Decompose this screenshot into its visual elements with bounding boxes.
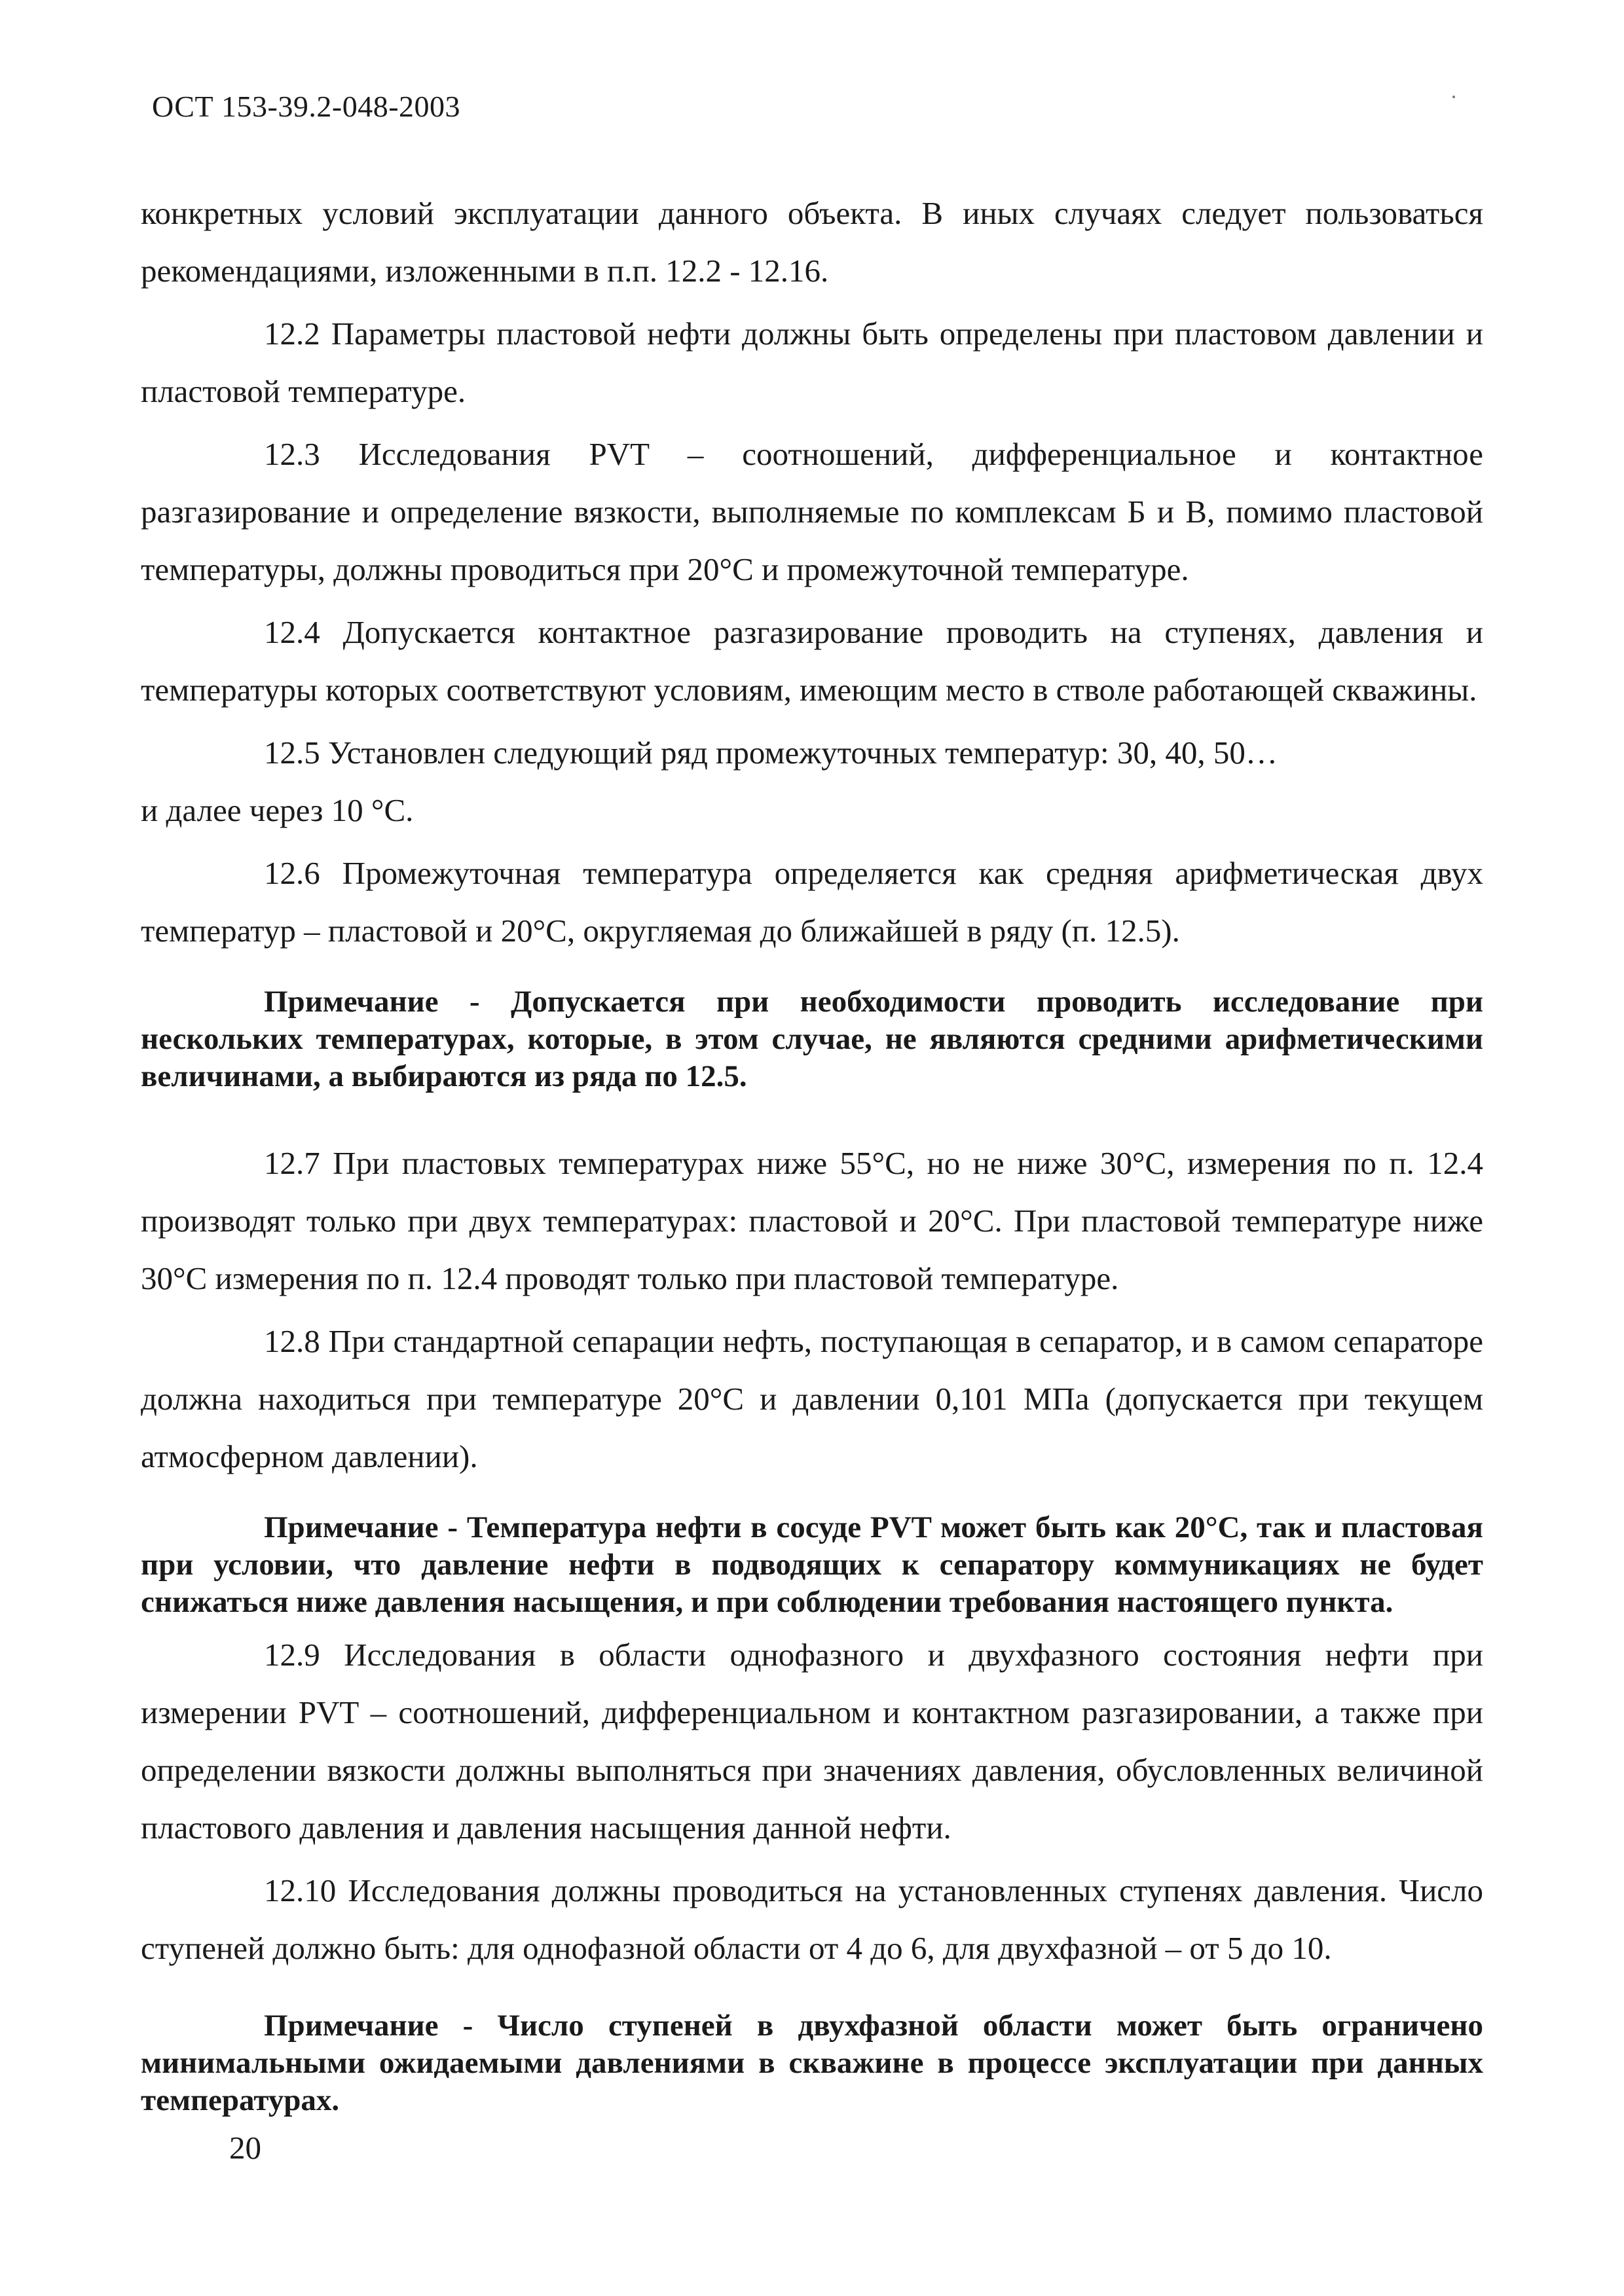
paragraph-12-8: 12.8 При стандартной сепарации нефть, поступающая в сепаратор, и в самом сепараторе должна находиться при температуре 20°С и давлении 0,101 МПа (допускается при текущем атмосферном давлении). xyxy=(141,1323,1483,1474)
paragraph-12-5-line-1: 12.5 Установлен следующий ряд промежуточных температур: 30, 40, 50… xyxy=(264,735,1278,771)
paragraph-12-7: 12.7 При пластовых температурах ниже 55°С, но не ниже 30°С, измерения по п. 12.4 производят только при двух температурах: пластовой и 20°С. При пластовой температуре ниже 30°С измерения по п. 12.4 проводят только при пластовой температуре. xyxy=(141,1145,1483,1296)
scan-speck xyxy=(1452,96,1455,98)
note-2: Примечание - Температура нефти в сосуде PVT может быть как 20°С, так и пластовая при условии, что давление нефти в подводящих к сепаратору коммуникациях не будет снижаться ниже давления насыщения, и при соблюдении требования настоящего пункта. xyxy=(141,1510,1483,1619)
page-number: 20 xyxy=(229,2130,261,2166)
document-code: ОСТ 153-39.2-048-2003 xyxy=(152,90,461,123)
body-text xyxy=(141,185,1483,2119)
note-1: Примечание - Допускается при необходимости проводить исследование при нескольких температурах, которые, в этом случае, не являются средними арифметическими величинами, а выбираются из ряда по 12.5. xyxy=(141,985,1483,1093)
paragraph-12-10: 12.10 Исследования должны проводиться на установленных ступенях давления. Число ступеней должно быть: для однофазной области от 4 до 6, для двухфазной – от 5 до 10. xyxy=(141,1872,1483,1966)
paragraph-12-4: 12.4 Допускается контактное разгазирование проводить на ступенях, давления и температуры которых соответствуют условиям, имеющим место в стволе работающей скважины. xyxy=(141,614,1483,708)
paragraph-12-6: 12.6 Промежуточная температура определяется как средняя арифметическая двух температур – пластовой и 20°С, округляемая до ближайшей в ряду (п. 12.5). xyxy=(141,855,1483,949)
paragraph-12-9: 12.9 Исследования в области однофазного и двухфазного состояния нефти при измерении PVT – соотношений, дифференциальном и контактном разгазировании, а также при определении вязкости должны выполняться при значениях давления, обусловленных величиной пластового давления и давления насыщения данной нефти. xyxy=(141,1637,1483,1846)
paragraph-continuation: конкретных условий эксплуатации данного объекта. В иных случаях следует пользоваться рекомендациями, изложенными в п.п. 12.2 - 12.16. xyxy=(141,195,1483,289)
paragraph-12-2: 12.2 Параметры пластовой нефти должны быть определены при пластовом давлении и пластовой температуре. xyxy=(141,316,1483,409)
note-3: Примечание - Число ступеней в двухфазной области может быть ограничено минимальными ожидаемыми давлениями в скважине в процессе эксплуатации при данных температурах. xyxy=(141,2009,1483,2117)
paragraph-12-5-line-2: и далее через 10 °С. xyxy=(141,792,414,828)
paragraph-12-3: 12.3 Исследования PVT – соотношений, дифференциальное и контактное разгазирование и определение вязкости, выполняемые по комплексам Б и В, помимо пластовой температуры, должны проводиться при 20°С и промежуточной температуре. xyxy=(141,436,1483,587)
